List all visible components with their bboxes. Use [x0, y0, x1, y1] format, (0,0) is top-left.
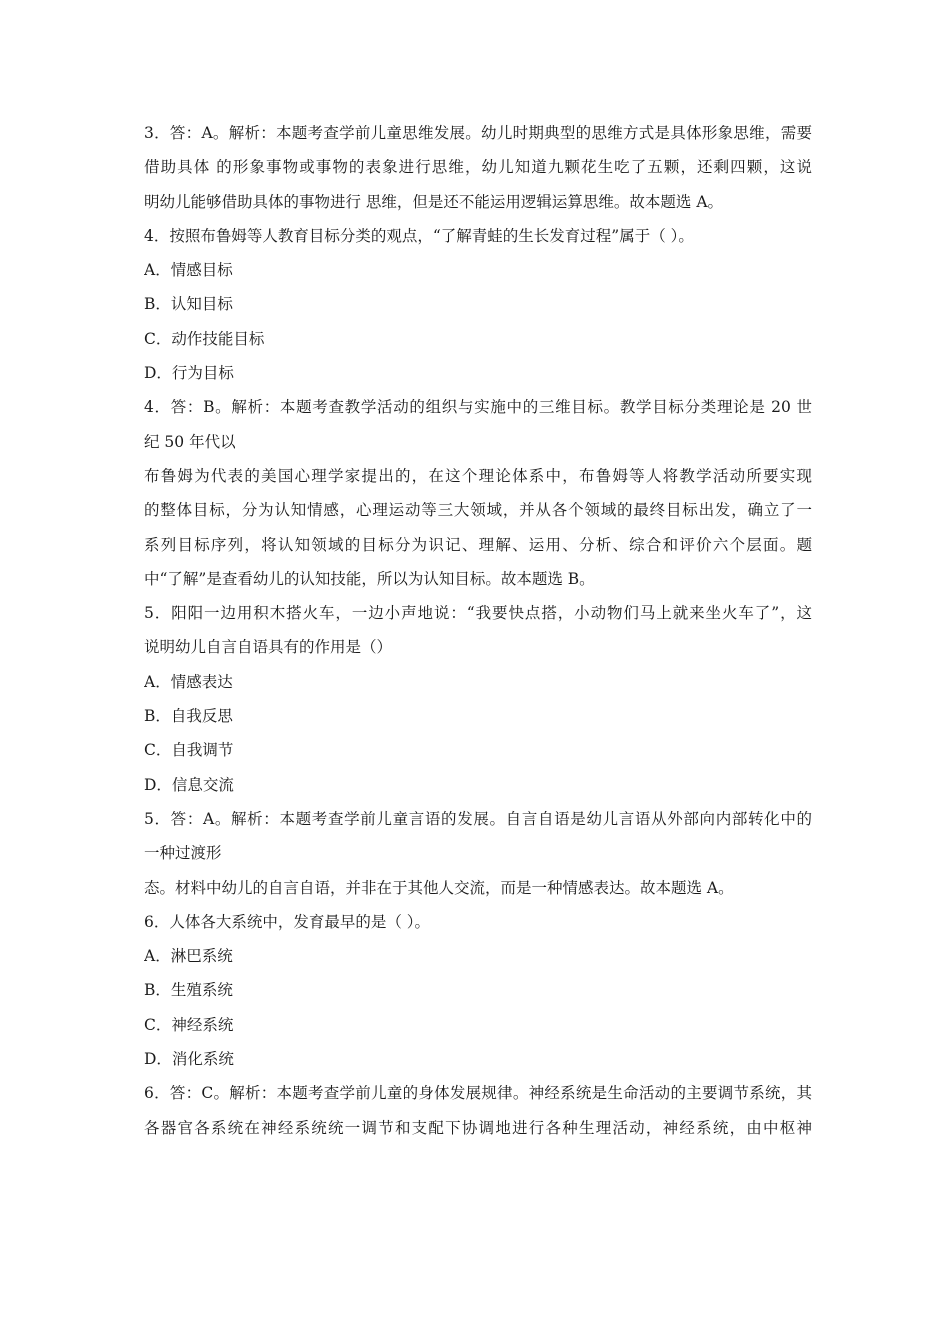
answer-4-line-6: 中“了解”是查看幼儿的认知技能，所以为认知目标。故本题选 B。 [144, 569, 595, 588]
answer-5-line-3: 态。材料中幼儿的自言自语，并非在于其他人交流，而是一种情感表达。故本题选 A。 [144, 878, 734, 897]
question-5-stem-line-1: 5．阳阳一边用积木搭火车，一边小声地说：“我要快点搭，小动物们马上就来坐火车了”，这 [144, 604, 812, 623]
answer-6-line-1: 6．答：C。解析：本题考查学前儿童的身体发展规律。神经系统是生命活动的主要调节系统，其 [144, 1084, 812, 1103]
question-4-stem: 4．按照布鲁姆等人教育目标分类的观点，“了解青蛙的生长发育过程”属于（ ）。 [144, 226, 694, 245]
question-4-option-b: B．认知目标 [144, 295, 233, 314]
question-5-option-b: B．自我反思 [144, 707, 233, 726]
answer-3-line-1: 3．答：A。解析：本题考查学前儿童思维发展。幼儿时期典型的思维方式是具体形象思维，需要 [144, 124, 812, 142]
question-4-option-a: A．情感目标 [144, 261, 233, 280]
question-6-stem: 6．人体各大系统中，发育最早的是（ ）。 [144, 912, 431, 931]
question-6-option-c: C．神经系统 [144, 1015, 234, 1034]
document-body [144, 116, 812, 1145]
answer-6-line-2: 各器官各系统在神经系统统一调节和支配下协调地进行各种生理活动，神经系统，由中枢神 [144, 1118, 812, 1137]
question-5-option-a: A．情感表达 [144, 672, 233, 691]
question-5-stem-line-2: 说明幼儿自言自语具有的作用是（） [144, 638, 393, 657]
question-6-option-b: B．生殖系统 [144, 981, 233, 1000]
answer-3-line-2: 借助具体 的形象事物或事物的表象进行思维，幼儿知道九颗花生吃了五颗，还剩四颗，这说 [144, 158, 812, 177]
answer-4-line-2: 纪 50 年代以 [144, 432, 236, 451]
question-4-option-c: C．动作技能目标 [144, 329, 265, 348]
question-6-option-a: A．淋巴系统 [144, 947, 233, 966]
question-5-option-c: C．自我调节 [144, 741, 234, 760]
answer-3-line-3: 明幼儿能够借助具体的事物进行 思维，但是还不能运用逻辑运算思维。故本题选 A。 [144, 192, 724, 211]
answer-4-line-3: 布鲁姆为代表的美国心理学家提出的，在这个理论体系中，布鲁姆等人将教学活动所要实现 [144, 466, 812, 485]
answer-5-line-2: 一种过渡形 [144, 844, 222, 863]
question-4-option-d: D．行为目标 [144, 364, 234, 383]
answer-4-line-1: 4．答：B。解析：本题考查教学活动的组织与实施中的三维目标。教学目标分类理论是 20 世 [144, 398, 812, 417]
answer-5-line-1: 5．答：A。解析：本题考查学前儿童言语的发展。自言自语是幼儿言语从外部向内部转化中的 [144, 809, 812, 828]
question-6-option-d: D．消化系统 [144, 1050, 234, 1069]
question-5-option-d: D．信息交流 [144, 775, 234, 794]
answer-4-line-4: 的整体目标，分为认知情感，心理运动等三大领域，并从各个领域的最终目标出发，确立了一 [144, 501, 812, 520]
answer-4-line-5: 系列目标序列，将认知领域的目标分为识记、理解、运用、分析、综合和评价六个层面。题 [144, 535, 812, 554]
